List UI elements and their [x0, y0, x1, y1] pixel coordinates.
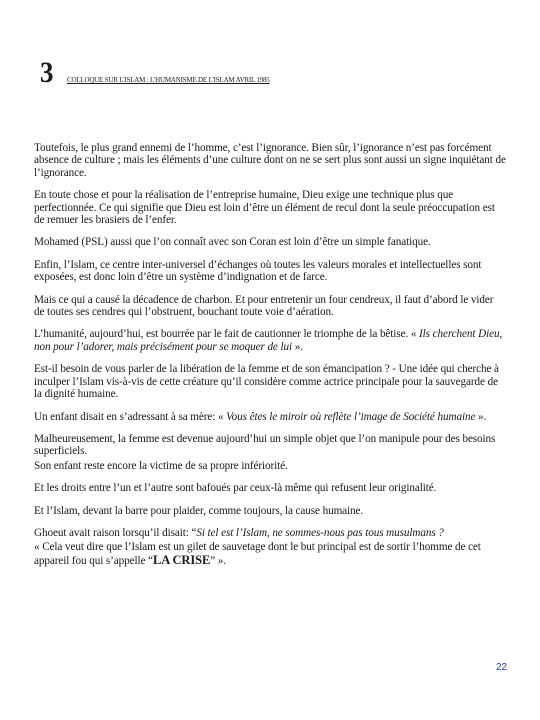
paragraph-text: Un enfant disait en s’adressant à sa mère: «	[34, 410, 227, 423]
paragraph	[34, 411, 506, 423]
paragraph: Son enfant reste encore la victime de sa propre infériorité.	[34, 459, 288, 472]
paragraph-text: « Cela veut dire que l’Islam est un gilet de sauvetage dont le but principal est de sortir l’homme de cet appareil fou qui s’appelle “	[34, 541, 481, 567]
paragraph: Toutefois, le plus grand ennemi de l’homme, c’est l’ignorance. Bien sûr, l’ignorance n’est pas forcément absence de culture ; mais les éléments d’une culture dont on ne se sert plus sont aussi un signe inquiétant de l’ignorance.	[34, 142, 506, 179]
paragraph: Mohamed (PSL) aussi que l’on connaît avec son Coran est loin d’être un simple fanatique.	[34, 236, 431, 249]
crisis-emphasis: LA CRISE	[152, 552, 211, 567]
paragraph: Et l’Islam, devant la barre pour plaider, comme toujours, la cause humaine.	[34, 504, 364, 517]
paragraph	[34, 541, 506, 567]
chapter-number: 3	[40, 56, 54, 89]
paragraph	[34, 328, 506, 353]
italic-quote: Vous êtes le miroir où reflète l’image de Société humaine	[226, 410, 476, 423]
paragraph	[34, 527, 506, 539]
paragraph-text: L’humanité, aujourd’hui, est bourrée par le fait de cautionner le triomphe de la bêtise. «	[34, 328, 420, 341]
running-title: COLLOQUE SUR L'ISLAM : L'HUMANISME DE L'ISLAM AVRIL 1985	[67, 76, 270, 84]
paragraph-text: ».	[292, 340, 303, 353]
paragraph-text: Ghoeut avait raison lorsqu’il disait: “	[34, 526, 197, 539]
paragraph: Enfin, l’Islam, ce centre inter-universel d’échanges où toutes les valeurs morales et intellectuelles sont exposées, est donc loin d’être un système d’indignation et de farce.	[34, 258, 482, 284]
page-number: 22	[496, 662, 508, 673]
paragraph: Mais ce qui a causé la décadence de charbon. Et pour entretenir un four cendreux, il faut d’abord le vider de toutes ses cendres qui l’obstruent, bouchant toute voie d’aération.	[34, 293, 494, 319]
body-text	[34, 142, 506, 577]
paragraph-text: ».	[475, 410, 487, 423]
page-header	[40, 58, 270, 88]
italic-quote: Si tel est l’Islam, ne sommes-nous pas tous musulmans ?	[196, 526, 444, 539]
italic-quote: Ils cherchent Dieu, non pour l’adorer, mais précisément pour se moquer de lui	[34, 328, 503, 353]
paragraph: Et les droits entre l’un et l’autre sont bafoués par ceux-là même qui refusent leur originalité.	[34, 482, 437, 495]
paragraph: Malheureusement, la femme est devenue aujourd’hui un simple objet que l’on manipule pour des besoins superficiels.	[34, 432, 496, 458]
paragraph-text: ” ».	[210, 554, 226, 567]
paragraph: Est-il besoin de vous parler de la libération de la femme et de son émancipation ? - Une idée qui cherche à inculper l’Islam vis-à-vis de cette créature qu’il considère comme actrice principale pour la sauvegarde de la dignité humaine.	[34, 363, 499, 401]
paragraph: En toute chose et pour la réalisation de l’entreprise humaine, Dieu exige une technique plus que perfectionnée. Ce qui signifie que Dieu est loin d’être un élément de recul dont la seule préoccupation est de remuer les brasiers de l’enfer.	[34, 189, 495, 227]
